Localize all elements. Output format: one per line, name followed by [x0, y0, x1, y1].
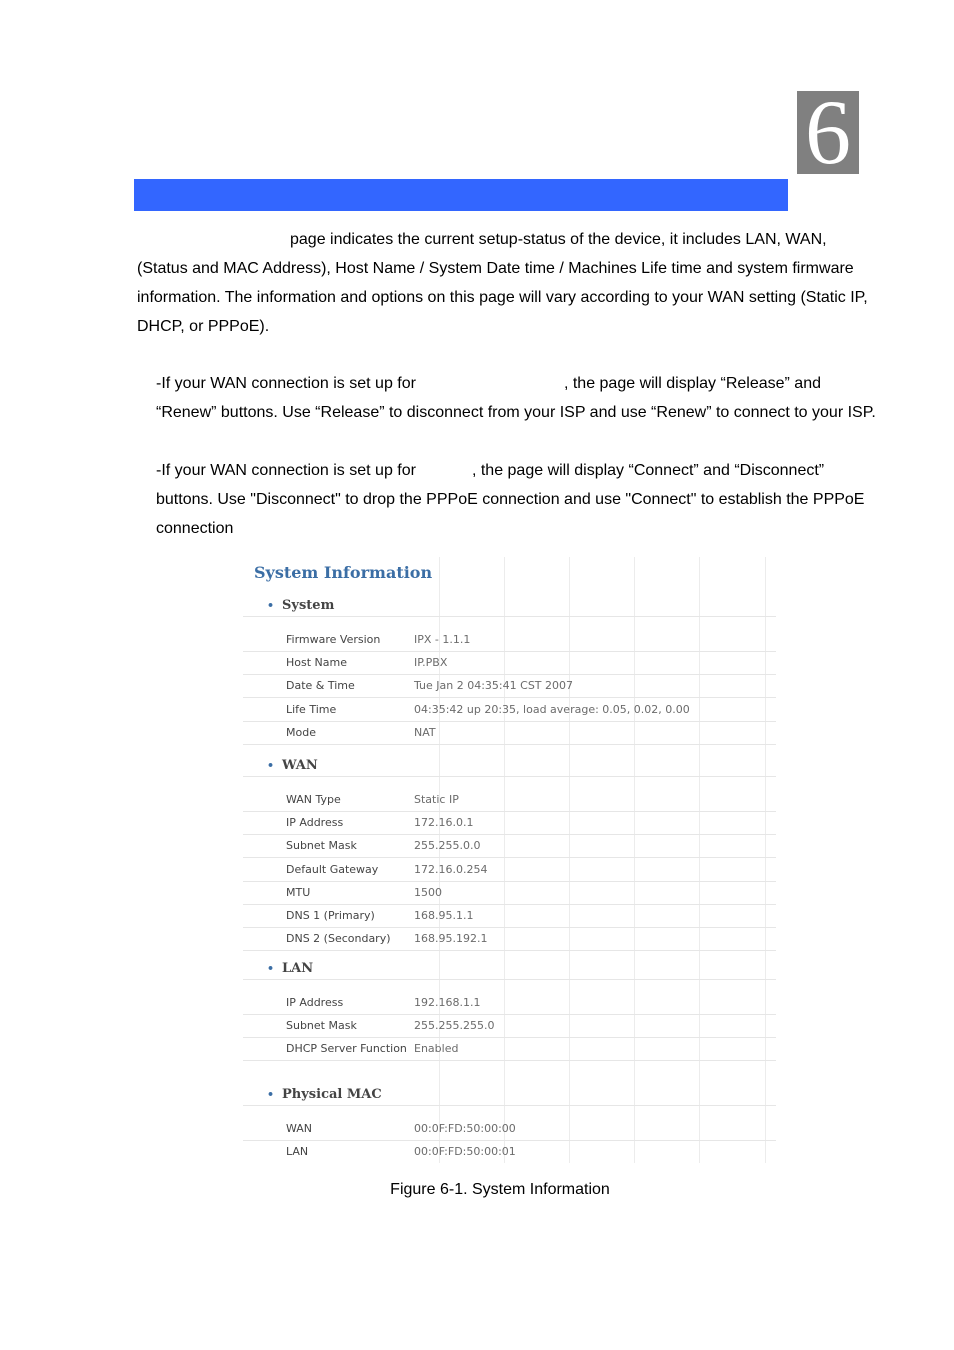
section-heading: [267, 961, 313, 976]
info-label: WAN Type: [286, 793, 341, 806]
intro-paragraph: [137, 225, 877, 341]
info-row: [286, 1118, 776, 1141]
chapter-number-box: [797, 81, 859, 183]
info-label: LAN: [286, 1145, 309, 1159]
dhcp-note: [156, 369, 876, 427]
info-row: [286, 835, 776, 858]
pppoe-note: [156, 456, 876, 543]
info-value: 172.16.0.254: [414, 862, 488, 876]
section-heading-text: LAN: [282, 961, 314, 976]
info-row: [286, 1015, 776, 1038]
section-heading: [267, 758, 318, 773]
info-value: 255.255.0.0: [414, 839, 481, 853]
info-value: IPX - 1.1.1: [414, 633, 471, 646]
info-value: 168.95.192.1: [414, 932, 488, 946]
info-value: 00:0F:FD:50:00:01: [414, 1145, 516, 1159]
chapter-title-bar: [134, 179, 788, 211]
info-row: [286, 652, 776, 675]
info-value: 172.16.0.1: [414, 816, 474, 830]
info-value: 255.255.255.0: [414, 1019, 495, 1033]
info-value: Static IP: [414, 793, 459, 806]
info-row: [286, 629, 776, 652]
bullet-icon: •: [267, 962, 275, 975]
info-label: IP Address: [286, 996, 344, 1009]
info-label: IP Address: [286, 816, 344, 830]
info-label: DNS 2 (Secondary): [286, 932, 391, 946]
info-label: Mode: [286, 725, 316, 739]
info-label: Subnet Mask: [286, 1019, 357, 1033]
info-row: [286, 1038, 776, 1061]
info-row: [286, 675, 776, 698]
system-information-title: System Information: [254, 563, 433, 582]
info-value: Enabled: [414, 1042, 459, 1056]
section-heading: [267, 1087, 382, 1102]
pppoe-note-start: -If your WAN connection is set up for: [156, 462, 416, 479]
info-row: [286, 789, 776, 812]
figure-caption: Figure 6-1. System Information: [390, 1181, 610, 1198]
info-label: Life Time: [286, 702, 337, 716]
bullet-icon: •: [267, 759, 275, 772]
section-heading: [267, 598, 334, 613]
chapter-number: 6: [805, 81, 851, 183]
info-value: 192.168.1.1: [414, 996, 481, 1009]
info-label: Firmware Version: [286, 633, 381, 646]
intro-text: page indicates the current setup-status of the device, it includes LAN, WAN, (Status and MAC Address), Host Name / System Date time / Machines Life time and system firmware information. The information and options on this page will vary according to your WAN setting (Static IP, DHCP, or PPPoE).: [137, 231, 868, 335]
info-row: [286, 722, 776, 745]
section-heading-text: WAN: [282, 758, 318, 773]
system-information-screenshot: [243, 557, 776, 1163]
info-value: NAT: [414, 725, 436, 739]
bullet-icon: •: [267, 1088, 275, 1101]
info-value: 00:0F:FD:50:00:00: [414, 1122, 516, 1135]
info-row: [286, 859, 776, 882]
bullet-icon: •: [267, 599, 275, 612]
info-row: [286, 882, 776, 905]
info-value: IP.PBX: [414, 656, 448, 670]
info-label: DHCP Server Function: [286, 1042, 407, 1056]
info-label: Subnet Mask: [286, 839, 357, 853]
info-row: [286, 1141, 776, 1163]
info-value: 1500: [414, 885, 442, 899]
info-label: Host Name: [286, 656, 347, 670]
section-heading-text: System: [282, 598, 335, 613]
info-row: [286, 699, 776, 722]
info-label: WAN: [286, 1122, 313, 1135]
info-label: DNS 1 (Primary): [286, 909, 375, 922]
info-label: MTU: [286, 885, 311, 899]
info-label: Date & Time: [286, 679, 355, 693]
section-heading-text: Physical MAC: [282, 1087, 382, 1102]
pppoe-note-end: , the page will display “Connect” and “Disconnect” buttons. Use "Disconnect" to drop the PPPoE connection and use "Connect" to establish the PPPoE connection: [156, 462, 865, 537]
info-value: 168.95.1.1: [414, 909, 474, 922]
info-row: [286, 992, 776, 1015]
info-value: Tue Jan 2 04:35:41 CST 2007: [414, 679, 574, 693]
info-label: Default Gateway: [286, 862, 379, 876]
info-value: 04:35:42 up 20:35, load average: 0.05, 0.02, 0.00: [414, 702, 690, 716]
info-row: [286, 928, 776, 951]
info-row: [286, 905, 776, 928]
dhcp-note-end: , the page will display “Release” and “Renew” buttons. Use “Release” to disconnect from your ISP and use “Renew” to connect to your ISP.: [156, 375, 876, 421]
dhcp-note-start: -If your WAN connection is set up for: [156, 375, 416, 392]
info-row: [286, 812, 776, 835]
